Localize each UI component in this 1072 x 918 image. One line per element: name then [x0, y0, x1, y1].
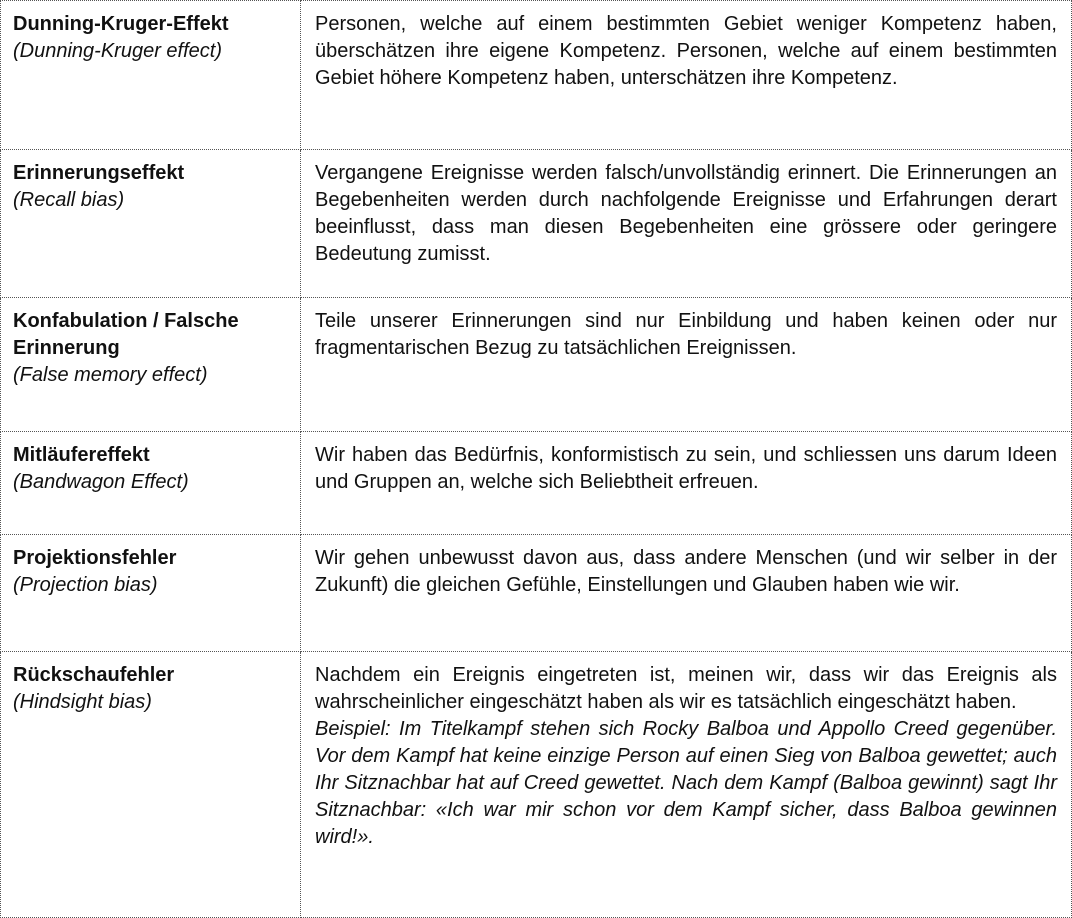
- term-cell: [1, 535, 301, 652]
- term-english: (Projection bias): [13, 574, 158, 596]
- table-row: [1, 1, 1072, 150]
- description-cell: [301, 1, 1072, 150]
- term-name: Konfabulation / Falsche Erinnerung: [13, 310, 239, 359]
- table-row: [1, 432, 1072, 535]
- description-cell: [301, 150, 1072, 298]
- description-cell: [301, 652, 1072, 918]
- description-text: Teile unserer Erinnerungen sind nur Einbildung und haben keinen oder nur fragmentarischen Bezug zu tatsächlichen Ereignissen.: [315, 310, 1057, 359]
- term-english: (Dunning-Kruger effect): [13, 40, 222, 62]
- description-cell: [301, 298, 1072, 432]
- term-cell: [1, 652, 301, 918]
- table-row: [1, 652, 1072, 918]
- description-text: Wir gehen unbewusst davon aus, dass andere Menschen (und wir selber in der Zukunft) die gleichen Gefühle, Einstellungen und Glauben haben wie wir.: [315, 547, 1057, 596]
- term-name: Dunning-Kruger-Effekt: [13, 13, 229, 35]
- table-row: [1, 298, 1072, 432]
- example-text: Beispiel: Im Titelkampf stehen sich Rocky Balboa und Appollo Creed gegenüber. Vor dem Kampf hat keine einzige Person auf einen Sieg von Balboa gewettet; auch Ihr Sitznachbar hat auf Creed gewettet. Nach dem Kampf (Balboa gewinnt) sagt Ihr Sitznachbar: «Ich war mir schon vor dem Kampf sicher, dass Balboa gewinnen wird!».: [315, 718, 1057, 848]
- term-cell: [1, 1, 301, 150]
- term-cell: [1, 150, 301, 298]
- term-cell: [1, 432, 301, 535]
- term-english: (Hindsight bias): [13, 691, 152, 713]
- description-cell: [301, 535, 1072, 652]
- term-english: (Recall bias): [13, 189, 125, 211]
- term-english: (Bandwagon Effect): [13, 471, 189, 493]
- description-text: Personen, welche auf einem bestimmten Gebiet weniger Kompetenz haben, überschätzen ihre eigene Kompetenz. Personen, welche auf einem bestimmten Gebiet höhere Kompetenz haben, unterschätzen ihre Kompetenz.: [315, 13, 1057, 89]
- term-name: Projektionsfehler: [13, 547, 177, 569]
- term-english: (False memory effect): [13, 364, 208, 386]
- description-cell: [301, 432, 1072, 535]
- term-name: Mitläufereffekt: [13, 444, 150, 466]
- description-text: Vergangene Ereignisse werden falsch/unvollständig erinnert. Die Erinnerungen an Begebenheiten werden durch nachfolgende Ereignisse und Erfahrungen derart beeinflusst, dass man diesen Begebenheiten eine grössere oder geringere Bedeutung zumisst.: [315, 162, 1057, 265]
- term-name: Erinnerungseffekt: [13, 162, 185, 184]
- description-text: Nachdem ein Ereignis eingetreten ist, meinen wir, dass wir das Ereignis als wahrscheinlicher eingeschätzt haben als wir es tatsächlich eingeschätzt haben.: [315, 664, 1057, 713]
- description-text: Wir haben das Bedürfnis, konformistisch zu sein, und schliessen uns darum Ideen und Gruppen an, welche sich Beliebtheit erfreuen.: [315, 444, 1057, 493]
- table-row: [1, 150, 1072, 298]
- term-cell: [1, 298, 301, 432]
- term-name: Rückschaufehler: [13, 664, 175, 686]
- table-row: [1, 535, 1072, 652]
